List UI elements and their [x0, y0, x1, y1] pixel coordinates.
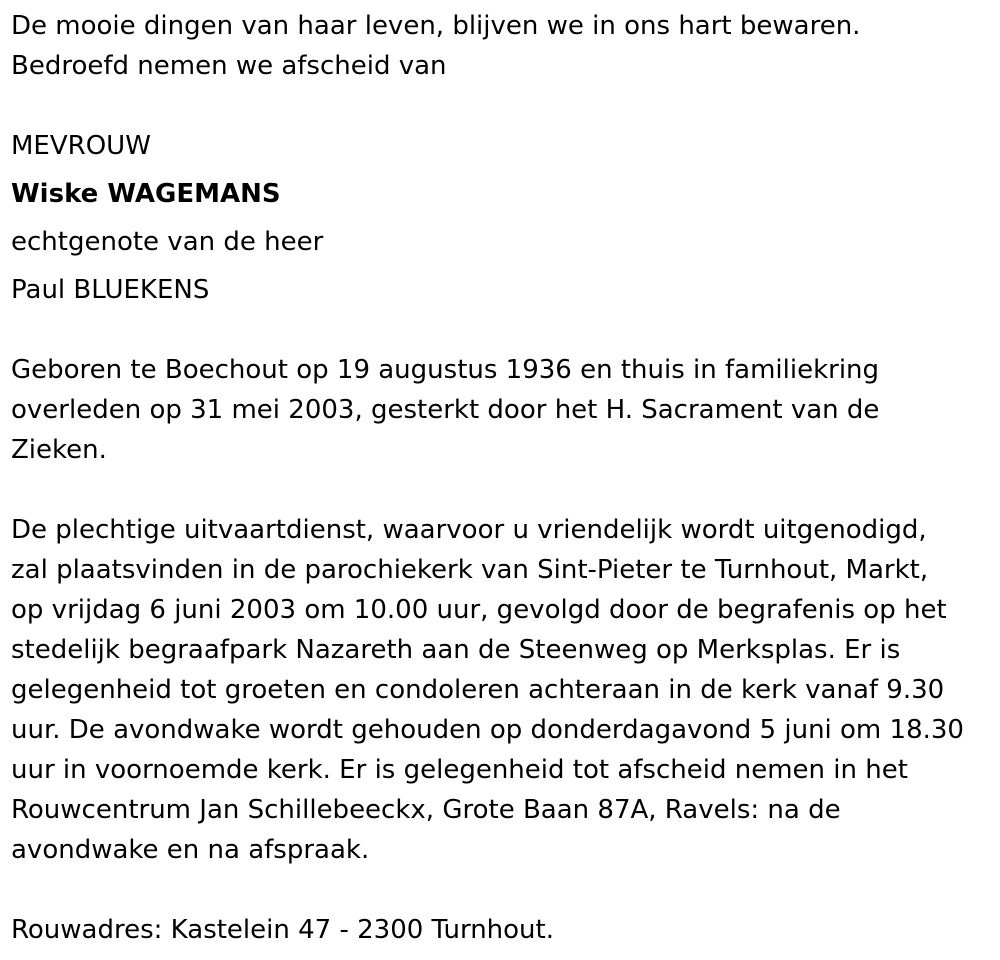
- spacer: [11, 870, 1000, 910]
- paragraph-line: op vrijdag 6 juni 2003 om 10.00 uur, gevolgd door de begrafenis op het: [11, 595, 947, 625]
- funeral-paragraph: [11, 510, 1000, 870]
- person-name: Wiske WAGEMANS: [11, 179, 281, 209]
- paragraph-line: Zieken.: [11, 435, 107, 465]
- paragraph-line: stedelijk begraafpark Nazareth aan de Steenweg op Merksplas. Er is: [11, 635, 901, 665]
- intro-line: De mooie dingen van haar leven, blijven we in ons hart bewaren.: [11, 11, 861, 41]
- person-relation: echtgenote van de heer: [11, 227, 324, 257]
- intro-section: [11, 6, 1000, 86]
- spacer: [11, 86, 1000, 126]
- paragraph-line: gelegenheid tot groeten en condoleren achteraan in de kerk vanaf 9.30: [11, 675, 945, 705]
- paragraph-line: uur. De avondwake wordt gehouden op donderdagavond 5 juni om 18.30: [11, 715, 964, 745]
- paragraph-line: Geboren te Boechout op 19 augustus 1936 en thuis in familiekring: [11, 355, 880, 385]
- birth-death-paragraph: [11, 350, 1000, 470]
- paragraph-line: Rouwcentrum Jan Schillebeeckx, Grote Baan 87A, Ravels: na de: [11, 795, 841, 825]
- paragraph-line: zal plaatsvinden in de parochiekerk van Sint-Pieter te Turnhout, Markt,: [11, 555, 929, 585]
- paragraph-line: avondwake en na afspraak.: [11, 835, 370, 865]
- person-section: [11, 126, 1000, 310]
- intro-line: Bedroefd nemen we afscheid van: [11, 51, 447, 81]
- spacer: [11, 310, 1000, 350]
- mourning-address: Rouwadres: Kastelein 47 - 2300 Turnhout.: [11, 915, 554, 945]
- person-title: MEVROUW: [11, 131, 151, 161]
- spacer: [11, 470, 1000, 510]
- paragraph-line: uur in voornoemde kerk. Er is gelegenheid tot afscheid nemen in het: [11, 755, 908, 785]
- paragraph-line: overleden op 31 mei 2003, gesterkt door het H. Sacrament van de: [11, 395, 880, 425]
- paragraph-line: De plechtige uitvaartdienst, waarvoor u vriendelijk wordt uitgenodigd,: [11, 515, 927, 545]
- person-spouse: Paul BLUEKENS: [11, 275, 210, 305]
